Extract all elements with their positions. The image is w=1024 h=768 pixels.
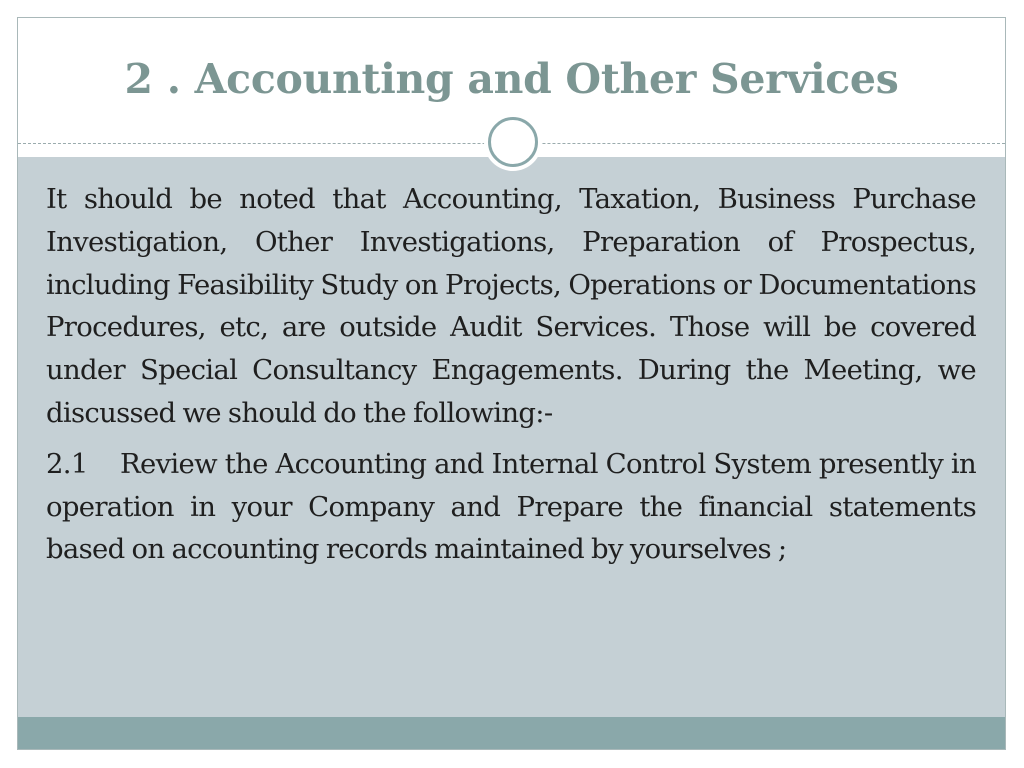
ornament-backdrop [484, 113, 542, 171]
slide [17, 17, 1006, 750]
intro-paragraph: It should be noted that Accounting, Taxation, Business Purchase Investigation, Other Investigations, Preparation of Prospectus, including Feasibility Study on Projects, Operations or Documentations Procedures, etc, are outside Audit Services. Those will be covered under Special Consultancy Engagements. During the Meeting, we discussed we should do the following:- [46, 183, 976, 429]
list-item-number: 2.1 [46, 447, 88, 480]
slide-body [46, 178, 976, 579]
list-item [46, 443, 976, 571]
list-item-text: Review the Accounting and Internal Control System presently in operation in your Company and Prepare the financial statements based on accounting records maintained by yourselves ; [46, 447, 976, 566]
slide-title: 2 . Accounting and Other Services [124, 55, 899, 103]
circle-ring-icon [488, 117, 538, 167]
footer-bar [18, 717, 1005, 750]
